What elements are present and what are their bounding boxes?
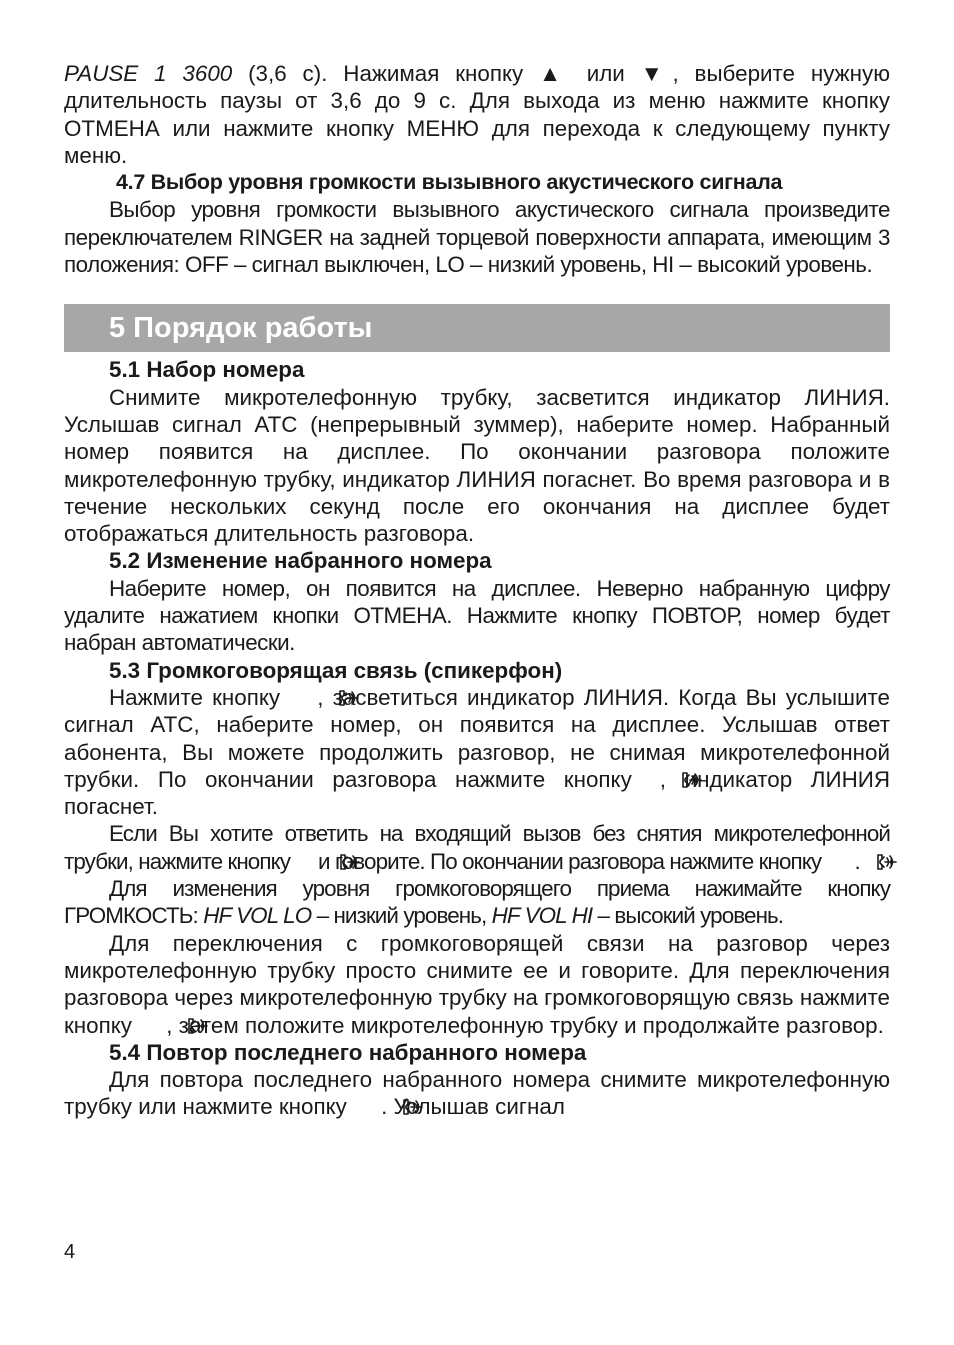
pause-paragraph [64, 60, 890, 169]
paragraph-5-3-c [64, 875, 890, 930]
speakerphone-icon [291, 687, 315, 709]
paragraph-5-3-b [64, 820, 890, 875]
text-run: – высокий уровень. [592, 903, 784, 929]
heading-5-4: 5.4 Повтор последнего набранного номера [109, 1039, 587, 1065]
pause-code: PAUSE 1 3600 [64, 61, 233, 86]
text-run: Для изменения уровня громкоговорящего приема нажимайте кнопку ГРОМКОСТЬ: [64, 876, 890, 929]
text-run: . Услышав сигнал [381, 1094, 565, 1120]
paragraph-5-3-a [64, 684, 890, 820]
paragraph-4-7 [64, 196, 890, 278]
paragraph-5-2 [64, 575, 890, 657]
speakerphone-icon [140, 1015, 164, 1037]
pause-text: (3,6 с). Нажимая кнопку ▲ или ▼, выберите нужную длительность паузы от 3,6 до 9 с. Для выхода из меню нажмите кнопку ОТМЕНА или нажмите кнопку МЕНЮ для перехода к следующему пункту меню. [64, 61, 890, 168]
heading-5-3: 5.3 Громкоговорящая связь (спикерфон) [109, 657, 563, 683]
paragraph-5-4 [64, 1066, 890, 1121]
text-run: , засветиться индикатор ЛИНИЯ. Когда Вы услышите сигнал АТС, наберите номер, он появится на дисплее. Услышав ответ абонента, Вы можете продолжить разговор, не снимая микротелефонной трубки. По окончании разговора нажмите кнопку [64, 684, 890, 792]
heading-5-1: 5.1 Набор номера [109, 357, 305, 383]
speakerphone-icon [829, 851, 853, 873]
text-run: – низкий уровень, [311, 903, 492, 929]
hf-vol-hi: HF VOL HI [491, 903, 593, 929]
text-run: Нажмите кнопку [109, 684, 281, 710]
text-run: . [854, 848, 860, 874]
text-run: Для повтора последнего набранного номера снимите микротелефонную трубку или нажмите кнопку [64, 1067, 890, 1120]
section-5-banner: 5 Порядок работы [64, 304, 890, 352]
text-run: , затем положите микротелефонную трубку и продолжайте разговор. [166, 1012, 884, 1038]
heading-4-7: 4.7 Выбор уровня громкости вызывного акустического сигнала [116, 170, 783, 195]
paragraph-5-3-d [64, 930, 890, 1039]
paragraph-5-1: Снимите микротелефонную трубку, засветится индикатор ЛИНИЯ. Услышав сигнал АТС (непрерывный зуммер), наберите номер. Набранный номер появится на дисплее. По окончании разговора положите микротелефонную трубку, индикатор ЛИНИЯ погаснет. Во время разговора и в течение нескольких секунд после его окончания на дисплее будет отображаться длительность разговора. [64, 384, 890, 547]
paragraph-5-2-text: Наберите номер, он появится на дисплее. Неверно набранную цифру удалите нажатием кнопки ОТМЕНА. Нажмите кнопку ПОВТОР, номер будет набран автоматически. [64, 575, 890, 656]
heading-5-2: 5.2 Изменение набранного номера [109, 548, 492, 574]
text-run: Для переключения с громкоговорящей связи на разговор через микротелефонную трубку просто снимите ее и говорите. Для переключения разговора через микротелефонную трубку на громкоговорящую связь нажмите кнопку [64, 930, 890, 1038]
speakerphone-icon [634, 769, 658, 791]
paragraph-4-7-text: Выбор уровня громкости вызывного акустического сигнала произведите переключателем RINGER на задней торцевой поверхности аппарата, имеющим 3 положения: OFF – сигнал выключен, LO – низкий уровень, HI – высокий уровень. [64, 197, 890, 278]
speakerphone-icon [355, 1096, 379, 1118]
page-number: 4 [64, 1241, 76, 1263]
manual-page [64, 60, 890, 1121]
paragraph-5-3-c-run [64, 876, 890, 928]
speakerphone-icon [292, 851, 316, 873]
hf-vol-lo: HF VOL LO [203, 903, 312, 929]
text-run: и говорите. По окончании разговора нажмите кнопку [318, 848, 822, 874]
text-run: Если Вы хотите ответить на входящий вызов без снятия микротелефонной трубки, нажмите кнопку [64, 821, 890, 874]
text-run: , индикатор ЛИНИЯ погаснет. [64, 766, 890, 820]
paragraph-5-3-b-run [64, 821, 890, 873]
